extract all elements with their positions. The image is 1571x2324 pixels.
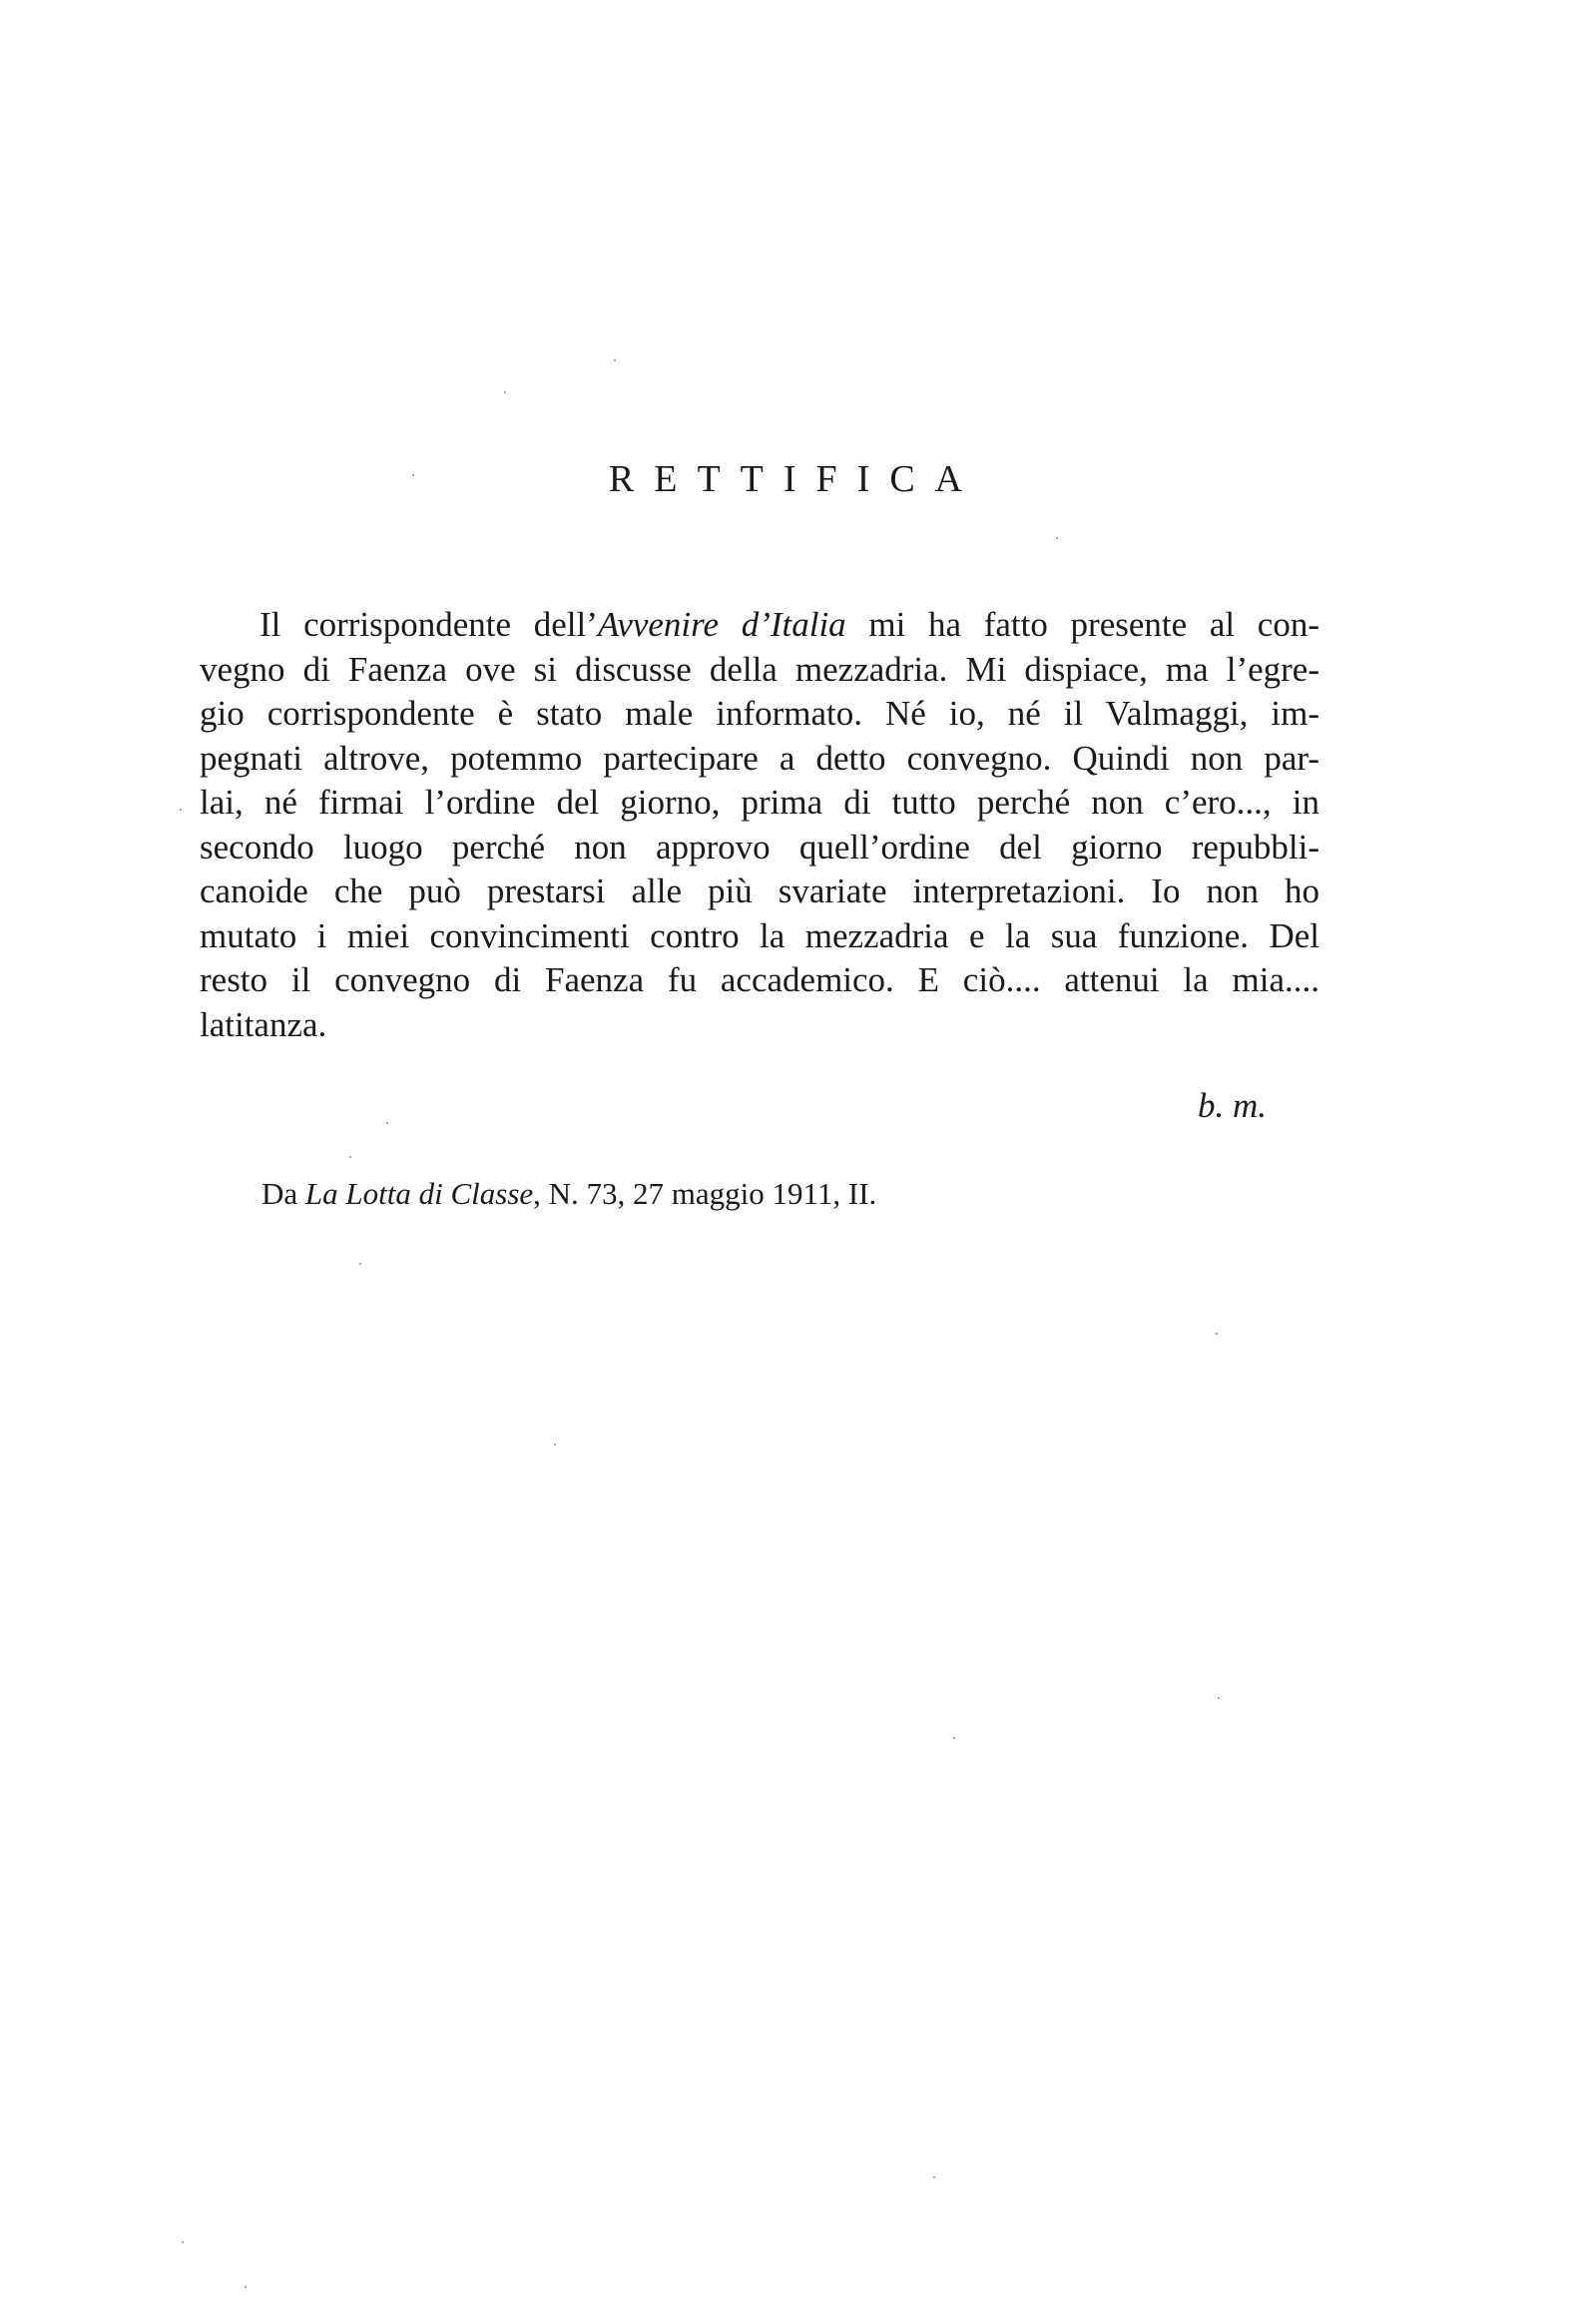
text-line: pegnati altrove, potemmo partecipare a detto convegno. Quindi non par-: [200, 738, 1319, 778]
scan-speck: [933, 2176, 935, 2178]
text-line: mutato i miei convincimenti contro la mezzadria e la sua funzione. Del: [200, 915, 1319, 955]
text-line: latitanza.: [200, 1004, 327, 1044]
publication-title: Avvenire d’Italia: [597, 605, 846, 644]
scan-speck: [614, 359, 616, 361]
source-publication: La Lotta di Classe: [304, 1176, 534, 1211]
text-line: lai, né firmai l’ordine del giorno, prima di tutto perché non c’ero..., in: [200, 783, 1319, 822]
text-line: canoide che può prestarsi alle più svariate interpretazioni. Io non ho: [200, 872, 1319, 910]
text-line: [200, 603, 1319, 648]
scan-speck: [1218, 1697, 1220, 1699]
scan-speck: [359, 1263, 361, 1265]
body-paragraph: [200, 603, 1319, 1047]
source-citation: [262, 1176, 876, 1212]
scan-speck: [554, 1444, 556, 1446]
source-details: , N. 73, 27 maggio 1911, II.: [533, 1176, 877, 1211]
text-line: vegno di Faenza ove si discusse della mezzadria. Mi dispiace, ma l’egre-: [200, 649, 1319, 689]
scan-speck: [953, 1737, 955, 1739]
scan-speck: [180, 809, 182, 811]
source-prefix: Da: [262, 1176, 305, 1211]
scan-speck: [349, 1156, 351, 1158]
page-title: RETTIFICA: [608, 458, 983, 500]
scan-speck: [182, 2241, 184, 2243]
scan-speck: [245, 2286, 247, 2288]
text-line: gio corrispondente è stato male informato. Né io, né il Valmaggi, im-: [200, 694, 1319, 733]
text-line: resto il convegno di Faenza fu accademico. E ciò.... attenui la mia....: [200, 960, 1319, 999]
scan-speck: [386, 1122, 388, 1124]
text-line: secondo luogo perché non approvo quell’ordine del giorno repubbli-: [200, 827, 1319, 867]
scan-speck: [504, 391, 506, 393]
text-run: mi ha fatto presente al con-: [845, 605, 1319, 644]
scan-speck: [1216, 1333, 1218, 1335]
text-run: Il corrispondente dell’: [260, 605, 598, 644]
signature-initials: b. m.: [1198, 1086, 1268, 1125]
scan-speck: [1056, 537, 1058, 539]
scan-speck: [412, 474, 414, 476]
